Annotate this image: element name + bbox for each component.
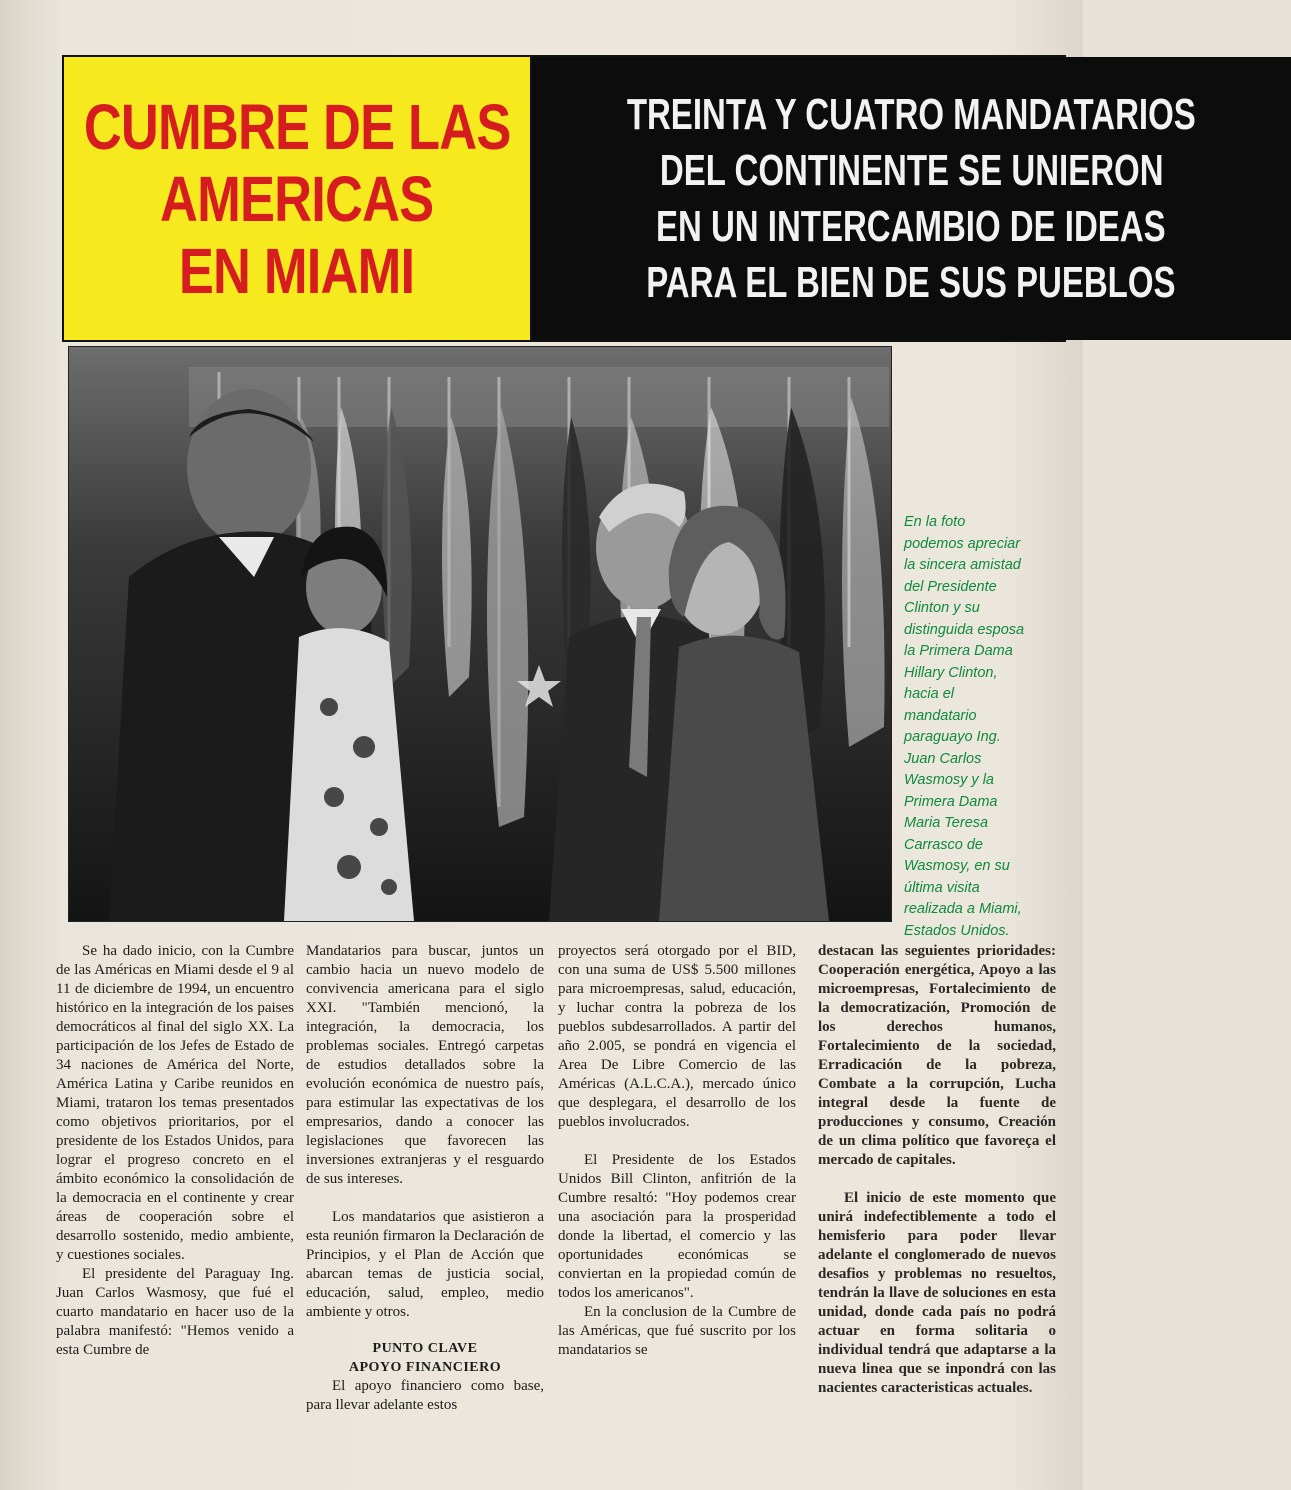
headline-line-2: AMERICAS (160, 162, 434, 235)
caption-line: podemos apreciar (904, 535, 1021, 552)
caption-line: distinguida esposa (904, 621, 1025, 638)
headline-box (64, 57, 532, 340)
caption-line: del Presidente (904, 578, 997, 595)
article-paragraph: El Presidente de los Estados Unidos Bill Clinton, anfitrión de la Cumbre resaltó: "Hoy podemos crear una asociación para la prosperidad donde la libertad, el comercio y las oportunidades económicas se conviertan en la propiedad común de todos los americanos". (558, 1152, 796, 1301)
summit-photo-illustration (69, 347, 891, 921)
article-paragraph: En la conclusion de la Cumbre de las Américas, que fué suscrito por los mandatarios se (558, 1304, 796, 1358)
article-paragraph: proyectos será otorgado por el BID, con una suma de US$ 5.500 millones para microempresas, salud, educación, y luchar contra la pobreza de los pueblos subdesarrollados. A partir del año 2.005, se pondrá en vigencia el Area De Libre Comercio de las Américas (A.L.C.A.), mercado único que desplegara, el desarrollo de los pueblos involucrados. (558, 943, 796, 1130)
section-heading (306, 1339, 544, 1377)
article-header (62, 55, 1196, 342)
caption-line: mandatario (904, 707, 977, 724)
section-heading-line-1: PUNTO CLAVE (372, 1341, 478, 1356)
caption-line: la Primera Dama (904, 643, 1013, 659)
section-heading-line-2: APOYO FINANCIERO (348, 1360, 502, 1375)
subheadline-line-3: EN UN INTERCAMBIO DE IDEAS (656, 201, 1167, 251)
caption-line: Maria Teresa (904, 815, 989, 831)
caption-line: Carrasco de (904, 836, 983, 853)
caption-line: Clinton y su (904, 600, 980, 616)
article-column-4 (818, 942, 1056, 1398)
caption-line: Wasmosy y la (904, 772, 994, 788)
caption-line: la sincera amistad (904, 557, 1021, 573)
article-paragraph: El inicio de este momento que unirá indefectiblemente a todo el hemisferio para poder llevar adelante el conglomerado de nuevos desafios y problemas no resueltos, tendrán la llave de soluciones en esta unidad, donde cada país no podrá actuar en forma solitaria o individual tendrá que adaptarse a la nueva linea que se inpondrá con las nacientes caracteristicas actuales. (818, 1190, 1056, 1396)
article-paragraph: Se ha dado inicio, con la Cumbre de las Américas en Miami desde el 9 al 11 de diciembre de 1994, un encuentro histórico en la integración de los paises democráticos al final del siglo XX. La participación de los Jefes de Estado de 34 naciones de América del Norte, América Latina y Caribe reunidos en Miami, trataron los temas presentados como objetivos prioritarios, por el presidente de los Estados Unidos, para lograr el progreso concreto en el ámbito económico la consolidación de la democracia en el continente y crear áreas de cooperación sobre el desarrollo sostenido, medio ambiente, y cuestiones sociales. (56, 943, 294, 1263)
caption-line: Estados Unidos. (904, 922, 1010, 939)
caption-line: paraguayo Ing. (904, 729, 1001, 745)
subheadline-line-4: PARA EL BIEN DE SUS PUEBLOS (646, 257, 1176, 307)
caption-line: hacia el (904, 686, 954, 702)
subheadline-line-1: TREINTA Y CUATRO MANDATARIOS (626, 89, 1196, 139)
caption-line: última visita (904, 879, 980, 896)
article-paragraph: El presidente del Paraguay Ing. Juan Carlos Wasmosy, que fué el cuarto mandatario en hacer uso de la palabra manifestó: "Hemos venido a esta Cumbre de (56, 1266, 294, 1358)
article-paragraph: Los mandatarios que asistieron a esta reunión firmaron la Declaración de Principios, y el Plan de Acción que abarcan temas de justicia social, educación, salud, empleo, medio ambiente y otros. (306, 1209, 544, 1320)
subheadline-line-2: DEL CONTINENTE SE UNIERON (659, 145, 1164, 195)
subheadline-box (532, 57, 1291, 340)
caption-line: realizada a Miami, (904, 901, 1022, 917)
caption-line: Primera Dama (904, 793, 998, 810)
article-column-2 (306, 942, 544, 1415)
article-column-1 (56, 942, 294, 1360)
headline-line-3: EN MIAMI (179, 234, 415, 307)
caption-line: En la foto (904, 514, 966, 530)
article-paragraph: Mandatarios para buscar, juntos un cambio hacia un nuevo modelo de convivencia americana para el siglo XXI. "También mencionó, la integración, la democracia, los problemas sociales. Entregó carpetas de estudios detallados sobre la evolución económica de nuestro país, para estimular las expectativas de los empresarios, dando a conocer las legislaciones que favorecen las inversiones extranjeras y el resguardo de sus intereses. (306, 943, 544, 1187)
caption-line: Juan Carlos (904, 750, 982, 767)
photo-caption (904, 512, 1039, 942)
caption-line: Hillary Clinton, (904, 664, 998, 681)
article-column-3 (558, 942, 796, 1360)
article-paragraph: destacan las seguientes prioridades: Cooperación energética, Apoyo a las microempresas, Fortalecimiento de la democratización, Promoción de los derechos humanos, Fortalecimiento de la sociedad, Erradicación de la pobreza, Combate a la corrupción, Lucha integral desde la fuente de producciones y consumo, Creación de un clima político que favoreça el mercado de capitales. (818, 943, 1056, 1168)
article-paragraph: El apoyo financiero como base, para llevar adelante estos (306, 1378, 544, 1413)
summit-photo (68, 346, 892, 922)
headline-line-1: CUMBRE DE LAS (83, 90, 511, 163)
caption-line: Wasmosy, en su (904, 858, 1010, 874)
